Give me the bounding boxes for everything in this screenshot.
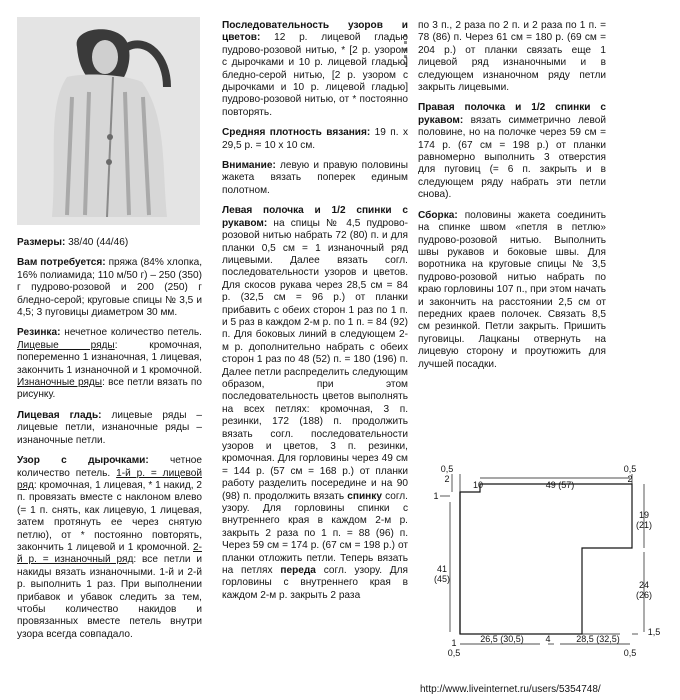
dim-top-right-b: 2 bbox=[627, 474, 633, 484]
dim-body-height-b: (45) bbox=[433, 574, 451, 584]
dim-sleeve-height-a: 19 bbox=[638, 510, 650, 520]
continued-text: по 3 п., 2 раза по 2 п. и 2 раза по 1 п. = 78 (86) п. Через 61 см = 180 р. (69 см = 204 р.) от планки связать еще 1 лицевой ряд изнаночными и в следующем изнаночном ряду петли закрыть лицевыми. bbox=[418, 20, 606, 94]
back-word: спинку bbox=[347, 490, 382, 502]
left-half-label: Левая полочка и 1/2 спинки с рукавом: bbox=[222, 205, 408, 229]
rib-back-label: Изнаночные ряды bbox=[17, 377, 103, 389]
rib-front-label: Лицевые ряды bbox=[17, 339, 115, 351]
eyelet-row1-text: : кромочная, 1 лицевая, * 1 накид, 2 п. провязать вместе с наклоном влево (= 1 п. снять, как лицевую, 1 лицевая, затем протянуть ее через снятую петлю), от * постоянно повторять, закончить 1 лицевой и 1 кромочной. bbox=[17, 479, 202, 553]
right-half-label: Правая полочка и 1/2 спинки с рукавом: bbox=[418, 102, 606, 126]
sizes-value: 38/40 (44/46) bbox=[68, 237, 129, 248]
density-para bbox=[222, 127, 408, 152]
stockinette-label: Лицевая гладь: bbox=[17, 409, 102, 421]
dim-top-left-b: 2 bbox=[444, 474, 450, 484]
dim-side-height-a: 24 bbox=[638, 580, 650, 590]
stockinette-text: лицевые ряды – лицевые петли, изнаночные ряды – изнаночные петли. bbox=[17, 409, 202, 446]
left-half-text: на спицы № 4,5 пудрово-розовой нитью набрать 72 (80) п. и для планки 0,5 см = 1 изнаночный ряд лицевыми. Далее вязать согл. последовательности узоров и цветов. Для скосов рукава через 28,5 см = 84 р. (32,5 см = 96 р.) от планки прибавить с обеих сторон 1 раз по 1 п. и 5 раз в каждом 2-м р. по 1 п. = 84 (92) п. Для боковых линий в следующем 2-м р. дополнительно набрать с обеих сторон 1 раз по 48 (52) п. = 180 (196) п. Далее петли распределить следующим образом, при этом последовательность цветов выполнять на всех петлях: кромочная, 3 п. резинки, 172 (188) п. продолжить вязать согл. последовательности узоров и цветов, 3 п. резинки, кромочная. Для горловины через 49 см = 144 р. (57 см = 168 р.) от планки работу разделить посередине и на 90 (98) п. продолжить вязать bbox=[222, 217, 408, 502]
dim-center-gap: 4 bbox=[545, 634, 551, 644]
dim-bottom-left-b: 0,5 bbox=[447, 648, 461, 658]
dim-neck-width: 10 bbox=[472, 480, 484, 490]
rib-back-text: : все петли вязать по рисунку. bbox=[17, 377, 202, 401]
assembly-label: Сборка: bbox=[418, 209, 458, 221]
column-left bbox=[17, 237, 202, 649]
pattern-schematic bbox=[420, 462, 668, 662]
continued-para bbox=[418, 20, 606, 94]
rib-text: нечетное количество петель. bbox=[64, 327, 202, 339]
dim-top-right-a: 0,5 bbox=[623, 464, 637, 474]
left-half-para bbox=[222, 205, 408, 602]
density-label: Средняя плотность вязания: bbox=[222, 127, 371, 139]
rib-para bbox=[17, 327, 202, 401]
note-text: левую и правую половины жакета вязать поперек единым полотном. bbox=[222, 160, 408, 196]
sequence-para bbox=[222, 20, 408, 119]
eyelet-row2-text: : все петли и накиды вязать изнаночными. 1-й и 2-й р. выполнить 1 раз. При выполнении прибавок и убавок следить за тем, чтобы количество накидов и провязанных вместе петель внутри узора всегда совпадало. bbox=[17, 554, 202, 640]
dim-side-height-b: (26) bbox=[635, 590, 653, 600]
eyelet-row1-label: 1-й р. = лицевой ряд bbox=[17, 467, 202, 491]
dim-bottom-right: 0,5 bbox=[623, 648, 637, 658]
left-half-text-2: согл. узору. Для горловины спинки с внутреннего края в каждом 2-м р. закрыть 2 раза по 1 п. = 88 (96) п. Через 59 см = 174 р. (67 см = 198 р.) от планки отложить петли. Теперь вязать на петлях bbox=[222, 490, 408, 577]
stockinette-para bbox=[17, 410, 202, 447]
sizes-para bbox=[17, 237, 202, 249]
note-label: Внимание: bbox=[222, 160, 276, 172]
left-half-text-3: согл. узору. Для горловины с внутреннего края в каждом 2-м р. закрыть 2 раза bbox=[222, 565, 409, 601]
right-half-text: вязать симметрично левой половине, но на полочке через 59 см = 174 р. (67 см = 198 р.) от планки равномерно выполнить 3 отверстия для пуговиц (= 6 п. закрыть и в следующем ряду набрать эти петли снова). bbox=[418, 114, 606, 201]
sequence-label: Последовательность узоров и цветов: bbox=[222, 20, 408, 44]
assembly-para bbox=[418, 210, 606, 371]
dim-bottom-rib: 1,5 bbox=[647, 627, 661, 637]
model-photo-icon bbox=[17, 17, 200, 225]
rib-front-text: : кромочная, попеременно 1 изнаночная, 1 лицевая, закончить 1 изнаночной и 1 кромочной. bbox=[17, 339, 202, 376]
sizes-label: Размеры: bbox=[17, 237, 66, 248]
eyelet-text: четное количество петель. bbox=[17, 455, 202, 479]
eyelet-label: Узор с дырочками: bbox=[17, 455, 149, 467]
front-word: переда bbox=[280, 565, 316, 577]
dim-sleeve-height-b: (21) bbox=[635, 520, 653, 530]
note-para bbox=[222, 160, 408, 197]
sequence-text: 12 р. лицевой гладью пудрово-розовой нитью, * [2 р. узором с дырочками и 10 р. лицевой гладью] бледно-серой нитью, [2 р. узором с дырочками и 10 р. лицевой гладью] пудрово-розовой нитью, от * постоянно повторять. bbox=[222, 32, 408, 118]
density-text: 19 п. х 29,5 р. = 10 х 10 см. bbox=[222, 127, 408, 151]
materials-label: Вам потребуется: bbox=[17, 257, 106, 269]
schematic-svg bbox=[420, 462, 668, 662]
dim-half-width-right: 28,5 (32,5) bbox=[576, 634, 620, 644]
dim-body-height-a: 41 bbox=[436, 564, 448, 574]
model-photo bbox=[17, 17, 200, 225]
assembly-text: половины жакета соединить на спинке швом «петля в петлю» пудрово-розовой нитью. Выполнить швы рукавов и боковые швы. Для воротника на круговые спицы № 3,5 пудрово-розовой нитью набрать по краю горловины 107 п., при этом начать и закончить на расстоянии 2,5 см от передних краев полочек. Связать 8,5 см резинкой. Петли закрыть. Пришить пуговицы. Лацканы отвернуть на лицевую сторону и проутюжить для лучшей посадки. bbox=[418, 209, 606, 370]
materials-para bbox=[17, 257, 202, 319]
dim-top-left-a: 0,5 bbox=[440, 464, 454, 474]
dim-left-one: 1 bbox=[433, 491, 439, 501]
source-url[interactable]: http://www.liveinternet.ru/users/5354748/ bbox=[420, 684, 601, 695]
eyelet-para bbox=[17, 455, 202, 641]
dim-half-width-left: 26,5 (30,5) bbox=[480, 634, 524, 644]
column-right bbox=[418, 20, 606, 379]
rib-label: Резинка: bbox=[17, 327, 61, 339]
dim-shoulder-width: 49 (57) bbox=[545, 480, 575, 490]
column-middle bbox=[222, 20, 408, 610]
dim-bottom-left-a: 1 bbox=[451, 638, 457, 648]
right-half-para bbox=[418, 102, 606, 201]
eyelet-row2-label: 2-й р. = изнаночный ряд bbox=[17, 541, 202, 566]
materials-text: пряжа (84% хлопка, 16% полиамида; 110 м/50 г) – 250 (350) г пудрово-розовой и 200 (250) г бледно-серой; круговые спицы № 3,5 и 4,5; 3 пуговицы диаметром 30 мм. bbox=[17, 257, 203, 319]
